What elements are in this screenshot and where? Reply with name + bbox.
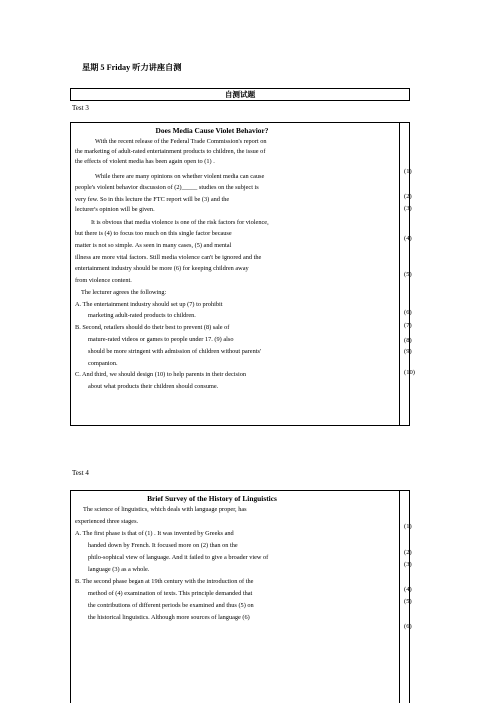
passage-line: from violence content. (75, 277, 132, 284)
passage-line: With the recent release of the Federal Trade Commission's report on (95, 138, 267, 145)
page-header: 星期 5 Friday 听力讲座自测 (82, 63, 182, 72)
passage-line: illness are more vital factors. Still media violence can't be ignored and the (75, 254, 262, 261)
test4-table (70, 490, 410, 703)
test4-label: Test 4 (72, 469, 89, 477)
test3-title: Does Media Cause Violet Behavior? (155, 126, 269, 135)
answer-slot: (6) (404, 623, 412, 630)
answer-slot: (2) (404, 193, 412, 200)
passage-line: but there is (4) to focus too much on this single factor because (75, 230, 232, 237)
passage-line: A. The entertainment industry should set up (7) to prohibit (75, 301, 223, 308)
test3-label: Test 3 (72, 104, 89, 112)
answer-slot: (2) (404, 549, 412, 556)
passage-line: A. The first phase is that of (1) . It was invented by Greeks and (75, 530, 234, 537)
passage-line: the contributions of different periods be examined and thus (5) on (88, 602, 254, 609)
passage-line: about what products their children should consume. (88, 383, 219, 390)
answer-slot: (4) (404, 235, 412, 242)
passage-line: B. Second, retailers should do their best to prevent (8) sale of (75, 324, 230, 331)
answer-slot: (3) (404, 561, 412, 568)
passage-line: C. And third, we should design (10) to help parents in their decision (75, 371, 247, 378)
answer-slot: (7) (404, 322, 412, 329)
answer-slot: (8) (404, 337, 412, 344)
passage-line: matter is not so simple. As seen in many cases, (5) and mental (75, 242, 232, 249)
passage-line: companion. (88, 360, 118, 367)
passage-line: It is obvious that media violence is one of the risk factors for violence, (91, 219, 269, 226)
passage-line: method of (4) examination of texts. This principle demanded that (88, 590, 253, 597)
passage-line: B. The second phase began at 19th century with the introduction of the (75, 578, 254, 585)
answer-slot: (1) (404, 168, 412, 175)
answer-slot: (9) (404, 348, 412, 355)
passage-line: marketing adult-rated products to children. (88, 312, 196, 319)
passage-line: The lecturer agrees the following: (81, 289, 167, 296)
selftest-title-box: 自测试题 (70, 88, 410, 101)
passage-line: the marketing of adult-rated entertainment products to children, the issue of (75, 148, 266, 155)
test3-table (70, 122, 415, 426)
passage-line: The science of linguistics, which deals with language proper, has (83, 506, 247, 513)
answer-slot: (3) (404, 205, 412, 212)
passage-line: mature-rated videos or games to people under 17. (9) also (88, 336, 234, 343)
passage-line: While there are many opinions on whether violent media can cause (95, 173, 265, 180)
passage-line: entertainment industry should be more (6) for keeping children away (75, 265, 249, 272)
answer-slot: (4) (404, 586, 412, 593)
passage-line: experienced three stages. (75, 518, 139, 525)
answer-slot: (5) (404, 598, 412, 605)
answer-column-divider (399, 123, 400, 425)
answer-slot: (1) (404, 523, 412, 530)
passage-line: the historical linguistics. Although more sources of language (6) (88, 614, 250, 621)
passage-line: philo-sophical view of language. And it failed to give a broader view of (88, 554, 269, 561)
passage-line: people's violent behavior discussion of (2)_____ studies on the subject is (75, 184, 259, 191)
answer-slot: (6) (404, 309, 412, 316)
passage-line: lecturer's opinion will be given. (75, 206, 155, 213)
test4-title: Brief Survey of the History of Linguistics (147, 494, 277, 503)
answer-slot: (10) (404, 369, 415, 376)
passage-line: the effects of violent media has been again open to (1) . (75, 158, 215, 165)
passage-line: very few. So in this lecture the FTC report will be (3) and the (75, 196, 230, 203)
answer-slot: (5) (404, 271, 412, 278)
passage-line: language (3) as a whole. (88, 566, 150, 573)
passage-line: handed down by French. It focused more on (2) than on the (88, 542, 238, 549)
passage-line: should be more stringent with admission of children without parents' (88, 348, 262, 355)
